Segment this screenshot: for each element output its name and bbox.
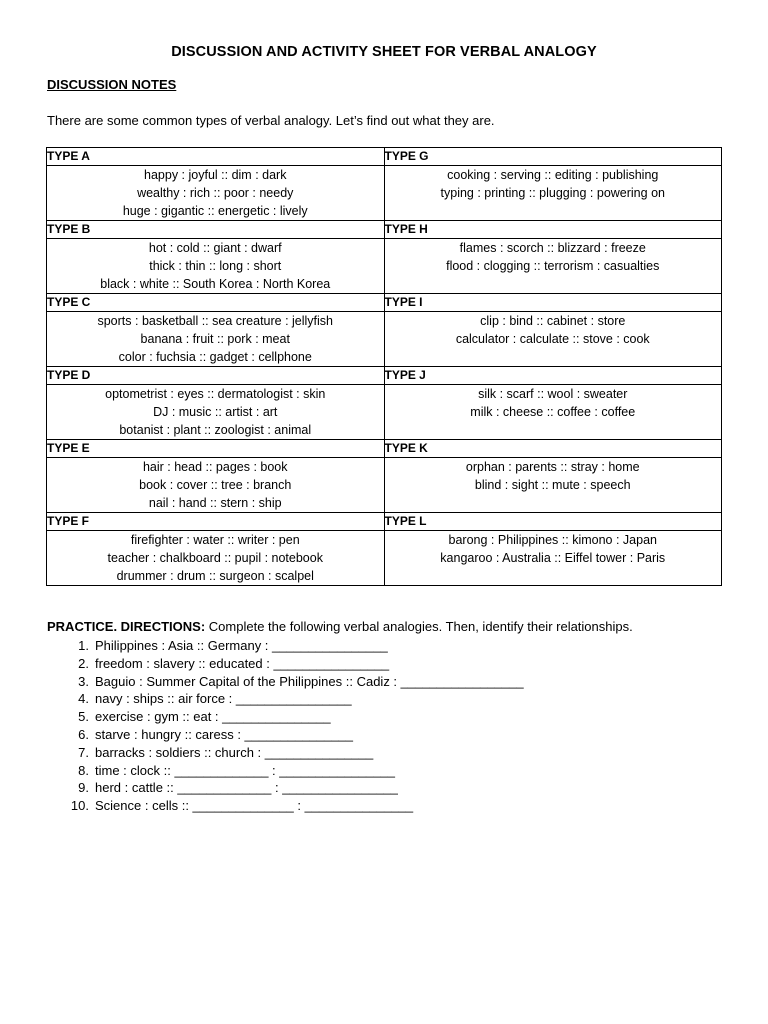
analogy-example: silk : scarf :: wool : sweater [478, 387, 628, 401]
analogy-example: botanist : plant :: zoologist : animal [119, 423, 312, 437]
type-examples [384, 166, 722, 221]
type-label-row [47, 513, 722, 531]
type-label-row [47, 367, 722, 385]
analogy-example: cooking : serving :: editing : publishing [447, 168, 659, 182]
analogy-example: DJ : music :: artist : art [153, 405, 278, 419]
analogy-example: milk : cheese :: coffee : coffee [470, 405, 636, 419]
practice-text: Complete the following verbal analogies. Then, identify their relationships. [205, 619, 633, 634]
analogy-example: clip : bind :: cabinet : store [480, 314, 626, 328]
item-number: 8. [78, 762, 89, 778]
type-label: TYPE E [47, 440, 385, 458]
item-question: starve : hungry :: caress : _______________ [95, 726, 354, 742]
type-label-row [47, 294, 722, 312]
type-examples [47, 312, 385, 367]
item-question: freedom : slavery :: educated : ________________ [95, 655, 390, 671]
analogy-example: kangaroo : Australia :: Eiffel tower : Paris [440, 551, 666, 565]
analogy-example: sports : basketball :: sea creature : jellyfish [97, 314, 334, 328]
practice-item [47, 690, 524, 708]
analogy-example: typing : printing :: plugging : powering on [440, 186, 665, 200]
item-number: 9. [78, 780, 89, 796]
type-examples-row [47, 312, 722, 367]
type-examples-row [47, 385, 722, 440]
analogy-example: huge : gigantic :: energetic : lively [122, 204, 308, 218]
analogy-example: nail : hand :: stern : ship [148, 496, 282, 510]
analogy-example: firefighter : water :: writer : pen [130, 533, 300, 547]
type-label: TYPE D [47, 367, 385, 385]
item-number: 10. [70, 798, 89, 814]
analogy-example: barong : Philippines :: kimono : Japan [448, 533, 657, 547]
analogy-example [385, 202, 722, 220]
analogy-example: flood : clogging :: terrorism : casualties [446, 259, 660, 273]
item-question: herd : cattle :: _____________ : ________________ [95, 780, 398, 796]
item-question: Baguio : Summer Capital of the Philippines :: Cadiz : _________________ [95, 673, 524, 689]
practice-list [47, 637, 524, 815]
analogy-example [385, 275, 722, 293]
type-label: TYPE J [384, 367, 722, 385]
analogy-example: black : white :: South Korea : North Korea [100, 277, 331, 291]
type-examples [384, 239, 722, 294]
item-question: time : clock :: _____________ : ________________ [95, 762, 395, 778]
item-number: 2. [78, 655, 89, 671]
type-label-row [47, 221, 722, 239]
type-examples-row [47, 458, 722, 513]
practice-item [47, 744, 524, 762]
type-examples-row [47, 531, 722, 586]
item-number: 6. [78, 726, 89, 742]
type-label: TYPE K [384, 440, 722, 458]
discussion-heading: DISCUSSION NOTES [47, 77, 177, 92]
type-examples-row [47, 166, 722, 221]
analogy-example [385, 567, 722, 585]
practice-item [47, 726, 524, 744]
practice-item [47, 708, 524, 726]
type-label: TYPE A [47, 148, 385, 166]
type-label: TYPE C [47, 294, 385, 312]
type-examples [384, 458, 722, 513]
analogy-example [385, 421, 722, 439]
analogy-example: color : fuchsia :: gadget : cellphone [118, 350, 312, 364]
type-label: TYPE G [384, 148, 722, 166]
analogy-example: happy : joyful :: dim : dark [144, 168, 287, 182]
item-number: 1. [78, 638, 89, 653]
analogy-example [385, 494, 722, 512]
type-label: TYPE L [384, 513, 722, 531]
analogy-example: orphan : parents :: stray : home [465, 460, 640, 474]
practice-item [47, 637, 524, 655]
type-examples-row [47, 239, 722, 294]
type-label: TYPE F [47, 513, 385, 531]
practice-directions [47, 619, 633, 634]
practice-item [47, 779, 524, 797]
practice-item [47, 655, 524, 673]
practice-item [47, 762, 524, 780]
practice-label: PRACTICE. DIRECTIONS: [47, 619, 206, 634]
type-label-row [47, 440, 722, 458]
item-question: Science : cells :: ______________ : _______________ [95, 798, 414, 814]
analogy-example: book : cover :: tree : branch [139, 478, 292, 492]
practice-item [47, 673, 524, 691]
analogy-example: wealthy : rich :: poor : needy [137, 186, 294, 200]
type-examples [47, 239, 385, 294]
type-examples [47, 531, 385, 586]
item-number: 7. [78, 744, 89, 760]
analogy-example: teacher : chalkboard :: pupil : notebook [107, 551, 323, 565]
analogy-example: optometrist : eyes :: dermatologist : skin [105, 387, 326, 401]
type-label: TYPE B [47, 221, 385, 239]
analogy-example: banana : fruit :: pork : meat [140, 332, 290, 346]
type-examples [384, 385, 722, 440]
page-title: DISCUSSION AND ACTIVITY SHEET FOR VERBAL ANALOGY [171, 44, 597, 60]
analogy-example: hair : head :: pages : book [142, 460, 288, 474]
analogy-example [385, 348, 722, 366]
item-number: 4. [78, 691, 89, 707]
analogy-example: drummer : drum :: surgeon : scalpel [116, 569, 314, 583]
item-question: Philippines : Asia :: Germany : ________________ [95, 638, 388, 653]
analogy-example: blind : sight :: mute : speech [474, 478, 631, 492]
type-examples [47, 458, 385, 513]
practice-item [47, 797, 524, 815]
type-examples [384, 312, 722, 367]
type-examples [47, 385, 385, 440]
item-question: navy : ships :: air force : ________________ [95, 691, 352, 707]
type-examples [384, 531, 722, 586]
item-question: barracks : soldiers :: church : _______________ [95, 744, 374, 760]
analogy-example: hot : cold :: giant : dwarf [148, 241, 282, 255]
analogy-example: calculator : calculate :: stove : cook [455, 332, 650, 346]
analogy-example: flames : scorch :: blizzard : freeze [459, 241, 646, 255]
intro-text: There are some common types of verbal analogy. Let’s find out what they are. [47, 113, 495, 128]
type-examples [47, 166, 385, 221]
type-label: TYPE I [384, 294, 722, 312]
item-number: 3. [78, 673, 89, 689]
type-label: TYPE H [384, 221, 722, 239]
analogy-types-table [46, 147, 722, 586]
type-label-row [47, 148, 722, 166]
analogy-example: thick : thin :: long : short [149, 259, 282, 273]
item-question: exercise : gym :: eat : _______________ [95, 709, 331, 725]
item-number: 5. [78, 709, 89, 725]
